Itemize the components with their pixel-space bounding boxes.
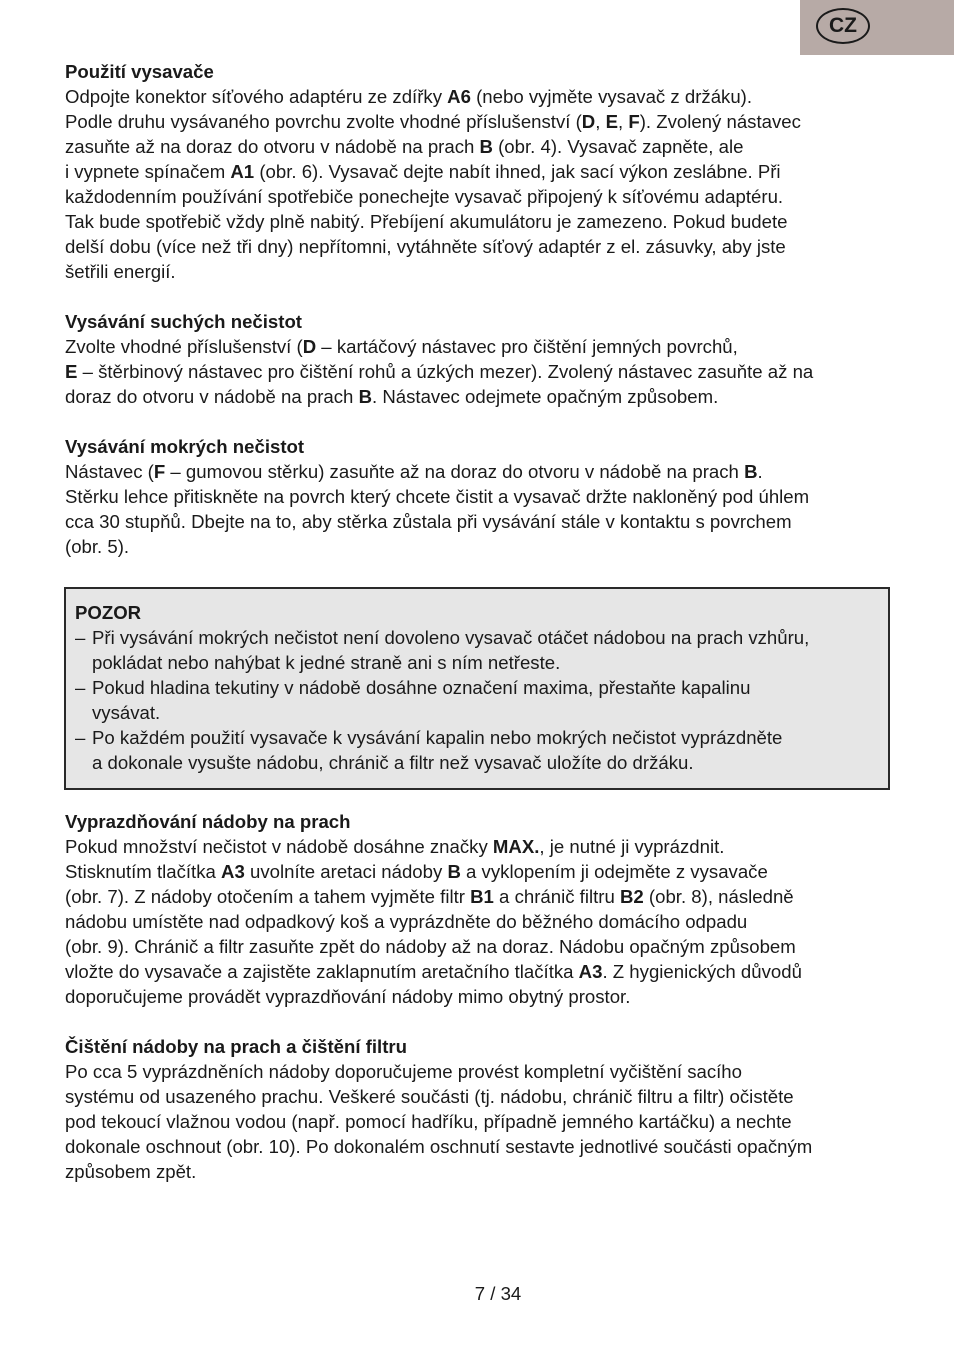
section-usage: [65, 59, 895, 284]
section-body: Po cca 5 vyprázdněních nádoby doporučujeme provést kompletní vyčištění sacího systému od usazeného prachu. Veškeré součásti (tj. nádobu, chránič filtru a filtr) očistěte pod tekoucí vlažnou vodou (např. pomocí hadříku, případně jemného kartáčku) a nechte dokonale oschnout (obr. 10). Po dokonalém oschnutí sestavte jednotlivé součásti opačným způsobem zpět.: [65, 1061, 813, 1182]
warning-box: [64, 587, 890, 790]
section-heading: Čištění nádoby na prach a čištění filtru: [65, 1036, 407, 1057]
warning-heading: POZOR: [75, 602, 142, 623]
dash-bullet: –: [75, 627, 86, 648]
warning-item-text: Po každém použití vysavače k vysávání kapalin nebo mokrých nečistot vyprázdněte a dokonale vysušte nádobu, chránič a filtr než vysavač uložíte do držáku.: [92, 727, 783, 773]
component-ref: F: [153, 461, 166, 482]
dash-bullet: –: [75, 727, 86, 748]
language-tab: [800, 0, 954, 55]
section-filter-cleaning: [65, 1034, 895, 1184]
warning-item: [75, 725, 888, 775]
component-ref: MAX.: [492, 836, 540, 857]
component-ref: B: [447, 861, 461, 882]
component-ref: D: [302, 336, 317, 357]
component-ref: D: [581, 111, 596, 132]
component-ref: B: [744, 461, 758, 482]
component-ref: B1: [470, 886, 494, 907]
component-ref: B: [479, 136, 493, 157]
section-emptying: [65, 809, 895, 1009]
section-dry-cleaning: [65, 309, 895, 409]
section-body: Odpojte konektor síťového adaptéru ze zdířky A6 (nebo vyjměte vysavač z držáku). Podle druhu vysávaného povrchu zvolte vhodné příslušenství (D, E, F). Zvolený nástavec zasuňte až na doraz do otvoru v nádobě na prach B (obr. 4). Vysavač zapněte, ale i vypnete spínačem A1 (obr. 6). Vysavač dejte nabít ihned, jak sací výkon zeslábne. Při každodenním používání spotřebiče ponechejte vysavač připojený k síťovému adaptéru. Tak bude spotřebič vždy plně nabitý. Přebíjení akumulátoru je zamezeno. Pokud budete delší dobu (více než tři dny) nepřítomni, vytáhněte síťový adaptér z el. zásuvky, aby jste šetřili energií.: [65, 86, 801, 282]
warning-item: [75, 625, 888, 675]
section-body: Nástavec (F – gumovou stěrku) zasuňte až na doraz do otvoru v nádobě na prach B. Stěrku lehce přitiskněte na povrch který chcete čistit a vysavač držte nakloněný pod úhlem cca 30 stupňů. Dbejte na to, aby stěrka zůstala při vysávání stále v kontaktu s povrchem (obr. 5).: [65, 461, 810, 557]
component-ref: E: [605, 111, 618, 132]
component-ref: A1: [230, 161, 255, 182]
dash-bullet: –: [75, 677, 86, 698]
section-heading: Vysávání mokrých nečistot: [65, 436, 305, 457]
section-heading: Vyprazdňování nádoby na prach: [65, 811, 351, 832]
page-number: 7 / 34: [474, 1283, 522, 1304]
component-ref: A6: [447, 86, 471, 107]
section-heading: Vysávání suchých nečistot: [65, 311, 302, 332]
warning-item-text: Při vysávání mokrých nečistot není dovoleno vysavač otáčet nádobou na prach vzhůru, pokládat nebo nahýbat k jedné straně ani s ním netřeste.: [92, 627, 810, 673]
component-ref: B2: [619, 886, 644, 907]
component-ref: B: [358, 386, 373, 407]
warning-item-text: Pokud hladina tekutiny v nádobě dosáhne označení maxima, přestaňte kapalinu vysávat.: [92, 677, 751, 723]
warning-item: [75, 675, 888, 725]
section-body: Zvolte vhodné příslušenství (D – kartáčový nástavec pro čištění jemných povrchů, E – štěrbinový nástavec pro čištění rohů a úzkých mezer). Zvolený nástavec zasuňte až na doraz do otvoru v nádobě na prach B. Nástavec odejmete opačným způsobem.: [65, 336, 814, 407]
language-badge: CZ: [816, 8, 870, 44]
section-body: Pokud množství nečistot v nádobě dosáhne značky MAX., je nutné ji vyprázdnit. Stisknutím tlačítka A3 uvolníte aretaci nádoby B a vyklopením ji odejměte z vysavače (obr. 7). Z nádoby otočením a tahem vyjměte filtr B1 a chránič filtru B2 (obr. 8), následně nádobu umístěte nad odpadkový koš a vyprázdněte do běžného domácího odpadu (obr. 9). Chránič a filtr zasuňte zpět do nádoby až na doraz. Nádobu opačným způsobem vložte do vysavače a zajistěte zaklapnutím aretačního tlačítka A3. Z hygienických důvodů doporučujeme provádět vyprazdňování nádoby mimo obytný prostor.: [65, 836, 802, 1007]
section-heading: Použití vysavače: [65, 61, 214, 82]
component-ref: E: [65, 361, 78, 382]
component-ref: A3: [221, 861, 245, 882]
section-wet-cleaning: [65, 434, 895, 559]
component-ref: A3: [578, 961, 603, 982]
component-ref: F: [628, 111, 640, 132]
